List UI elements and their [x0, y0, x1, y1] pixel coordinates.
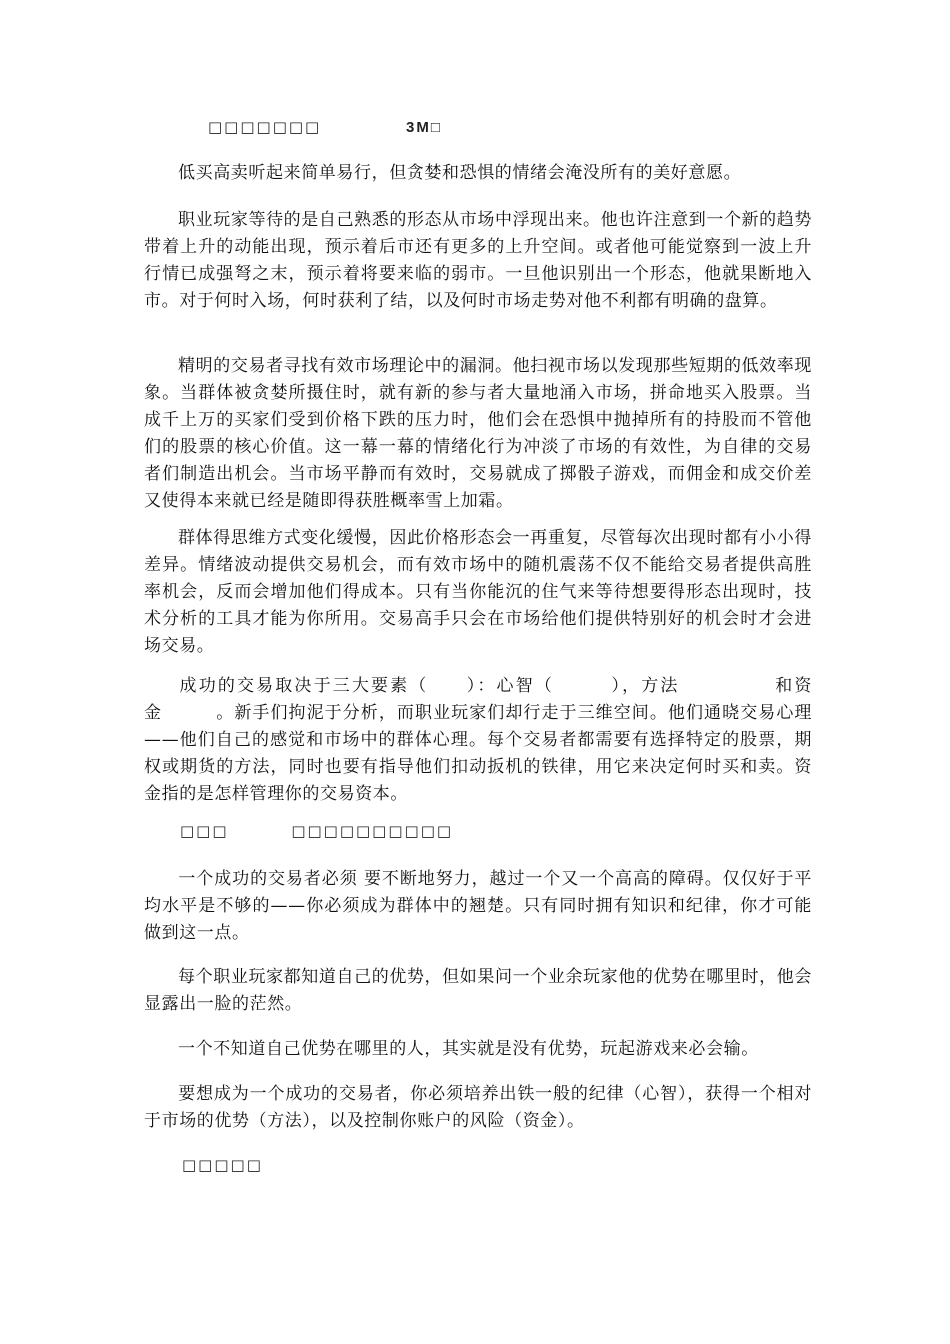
- heading-1-suffix: 3M□: [406, 119, 442, 136]
- heading-1-prefix: □□□□□□□: [208, 118, 322, 136]
- section-heading-2: [180, 822, 453, 840]
- paragraph-2: 职业玩家等待的是自己熟悉的形态从市场中浮现出来。他也许注意到一个新的趋势带着上升的动能出现，预示着后市还有更多的上升空间。或者他可能觉察到一波上升行情已成强弩之末，预示着将要来临的弱市。一旦他识别出一个形态，他就果断地入市。对于何时入场，何时获利了结，以及何时市场走势对他不利都有明确的盘算。: [144, 210, 812, 311]
- section-heading-1: [208, 118, 442, 136]
- paragraph-7: 每个职业玩家都知道自己的优势，但如果问一个业余玩家他的优势在哪里时，他会显露出一脸的茫然。: [144, 967, 812, 1014]
- paragraph-5: 成功的交易取决于三大要素（ ）：心智（ ），方法 和资金 。新手们拘泥于分析，而职业玩家们却行走于三维空间。他们通晓交易心理——他们自己的感觉和市场中的群体心理。每个交易者都需要有选择特定的股票，期权或期货的方法，同时也要有指导他们扣动扳机的铁律，用它来决定何时买和卖。资金指的是怎样管理你的交易资本。: [144, 676, 812, 804]
- paragraph-3: 精明的交易者寻找有效市场理论中的漏洞。他扫视市场以发现那些短期的低效率现象。当群体被贪婪所摄住时，就有新的参与者大量地涌入市场，拼命地买入股票。当成千上万的买家们受到价格下跌的压力时，他们会在恐惧中抛掉所有的持股而不管他们的股票的核心价值。这一幕一幕的情绪化行为冲淡了市场的有效性，为自律的交易者们制造出机会。当市场平静而有效时，交易就成了掷骰子游戏，而佣金和成交价差又使得本来就已经是随即得获胜概率雪上加霜。: [144, 356, 812, 511]
- paragraph-6: 一个成功的交易者必须 要不断地努力，越过一个又一个高高的障碍。仅仅好于平均水平是不够的——你必须成为群体中的翘楚。只有同时拥有知识和纪律，你才可能做到这一点。: [144, 869, 812, 943]
- paragraph-9: 要想成为一个成功的交易者，你必须培养出铁一般的纪律（心智），获得一个相对于市场的优势（方法），以及控制你账户的风险（资金）。: [144, 1084, 812, 1131]
- heading-2-right: □□□□□□□□□□: [291, 822, 454, 840]
- section-heading-3: □□□□□: [182, 1156, 263, 1174]
- paragraph-8: 一个不知道自己优势在哪里的人，其实就是没有优势，玩起游戏来必会输。: [178, 1039, 759, 1059]
- paragraph-4: 群体得思维方式变化缓慢，因此价格形态会一再重复，尽管每次出现时都有小小得差异。情绪波动提供交易机会，而有效市场中的随机震荡不仅不能给交易者提供高胜率机会，反而会增加他们得成本。只有当你能沉的住气来等待想要得形态出现时，技术分析的工具才能为你所用。交易高手只会在市场给他们提供特别好的机会时才会进场交易。: [144, 528, 812, 656]
- heading-2-left: □□□: [180, 822, 229, 840]
- paragraph-1: 低买高卖听起来简单易行，但贪婪和恐惧的情绪会淹没所有的美好意愿。: [178, 163, 742, 183]
